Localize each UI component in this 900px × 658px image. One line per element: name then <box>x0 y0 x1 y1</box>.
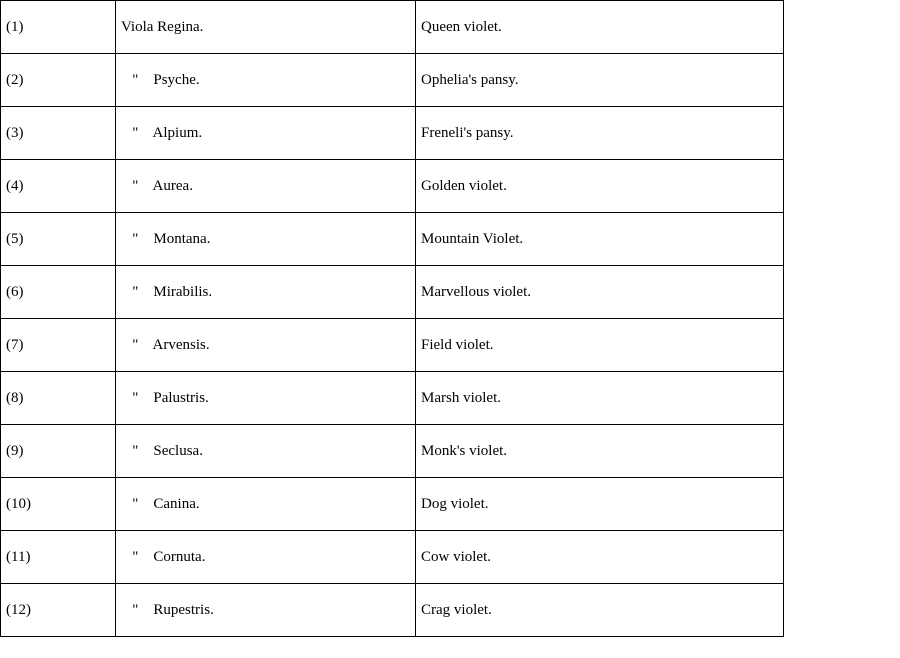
table-row <box>1 107 784 160</box>
common-name: Freneli's pansy. <box>416 107 784 160</box>
latin-name: " Psyche. <box>116 54 416 107</box>
common-name: Monk's violet. <box>416 425 784 478</box>
table-row <box>1 54 784 107</box>
row-number: (1) <box>1 1 116 54</box>
common-name: Dog violet. <box>416 478 784 531</box>
row-number: (7) <box>1 319 116 372</box>
common-name: Marsh violet. <box>416 372 784 425</box>
row-number: (6) <box>1 266 116 319</box>
row-number: (5) <box>1 213 116 266</box>
table-row <box>1 425 784 478</box>
latin-name: " Rupestris. <box>116 584 416 637</box>
latin-name: " Canina. <box>116 478 416 531</box>
latin-name: " Arvensis. <box>116 319 416 372</box>
table-row <box>1 213 784 266</box>
common-name: Mountain Violet. <box>416 213 784 266</box>
common-name: Field violet. <box>416 319 784 372</box>
table-row <box>1 478 784 531</box>
common-name: Golden violet. <box>416 160 784 213</box>
table-row <box>1 372 784 425</box>
latin-name: " Mirabilis. <box>116 266 416 319</box>
table-row <box>1 266 784 319</box>
table-row <box>1 531 784 584</box>
row-number: (9) <box>1 425 116 478</box>
latin-name: " Cornuta. <box>116 531 416 584</box>
common-name: Cow violet. <box>416 531 784 584</box>
row-number: (8) <box>1 372 116 425</box>
latin-name: " Aurea. <box>116 160 416 213</box>
table-row <box>1 319 784 372</box>
latin-name: Viola Regina. <box>116 1 416 54</box>
table-row <box>1 160 784 213</box>
row-number: (3) <box>1 107 116 160</box>
row-number: (2) <box>1 54 116 107</box>
row-number: (11) <box>1 531 116 584</box>
latin-name: " Palustris. <box>116 372 416 425</box>
table-row <box>1 584 784 637</box>
table-row <box>1 1 784 54</box>
latin-name: " Alpium. <box>116 107 416 160</box>
common-name: Ophelia's pansy. <box>416 54 784 107</box>
common-name: Crag violet. <box>416 584 784 637</box>
row-number: (12) <box>1 584 116 637</box>
latin-name: " Montana. <box>116 213 416 266</box>
common-name: Queen violet. <box>416 1 784 54</box>
row-number: (4) <box>1 160 116 213</box>
row-number: (10) <box>1 478 116 531</box>
latin-name: " Seclusa. <box>116 425 416 478</box>
common-name: Marvellous violet. <box>416 266 784 319</box>
